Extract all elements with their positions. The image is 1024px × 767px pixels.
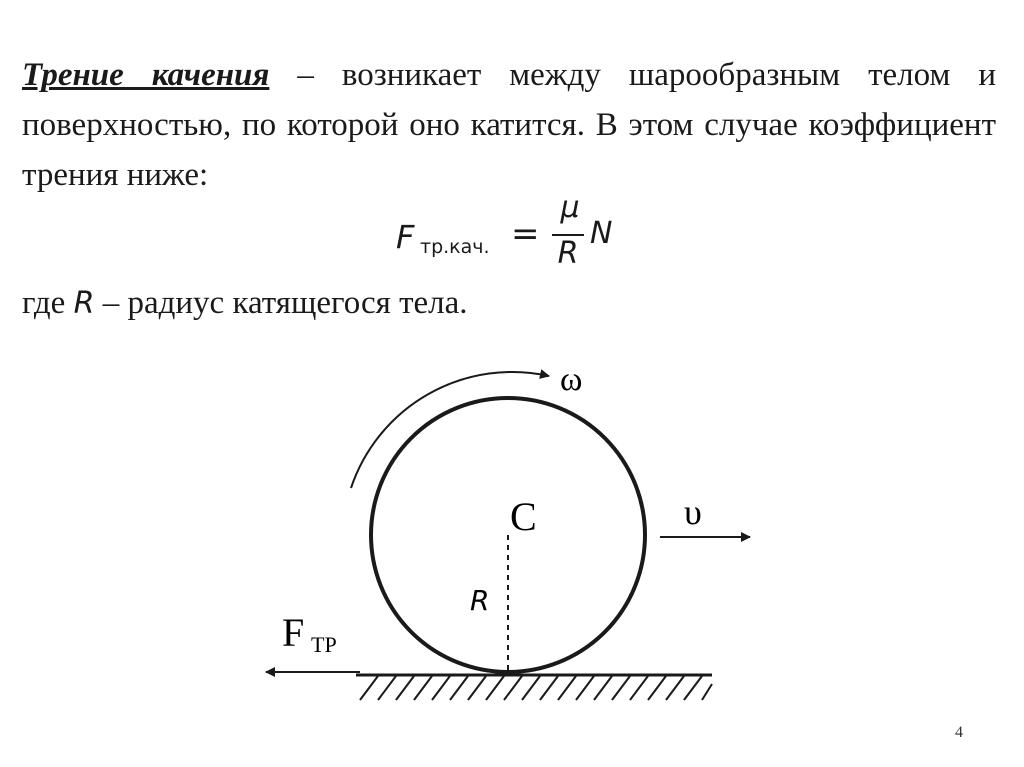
where-variable: R <box>73 286 95 321</box>
formula-equals: = <box>511 214 540 254</box>
term-rolling-friction: Трение качения <box>22 57 270 93</box>
center-label: C <box>510 494 537 539</box>
definition-text: – возникает между шарообразным телом и поверхностью, по которой оно катится. В этом случае коэффициент трения ниже: <box>22 57 996 193</box>
rotation-arc-arrow <box>351 372 549 488</box>
formula-denominator: R <box>557 236 579 271</box>
formula-rhs: N <box>590 216 613 251</box>
slide-number: 4 <box>955 724 963 741</box>
ground-hatching <box>360 676 712 700</box>
where-prefix: где <box>22 285 74 321</box>
formula-lhs: F <box>396 218 415 256</box>
friction-label-main: F <box>282 610 305 655</box>
formula-lhs-subscript: тр.кач. <box>420 236 490 258</box>
velocity-label: υ <box>684 492 702 532</box>
omega-label: ω <box>560 361 583 398</box>
where-suffix: – радиус катящегося тела. <box>94 285 468 321</box>
friction-label-sub: ТР <box>311 632 337 657</box>
formula-numerator: μ <box>560 190 580 225</box>
radius-label: R <box>470 584 490 617</box>
